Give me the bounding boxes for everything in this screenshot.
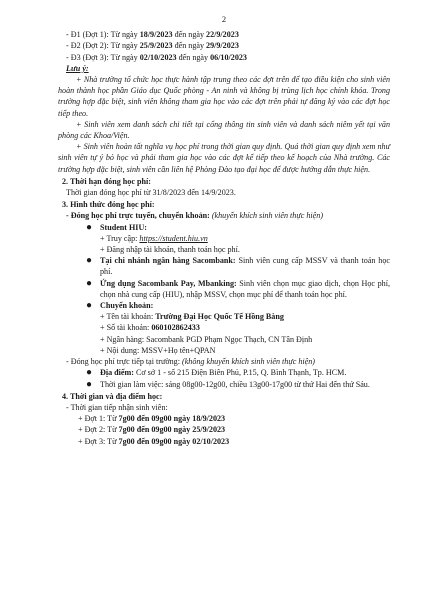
note-paragraph: + Nhà trường tổ chức học thực hành tập trung theo các đợt trên để tạo điều kiện cho sinh viên hoàn thành học phần Giáo dục Quốc phòng - An ninh và không bị trùng lịch học chính khóa. Trong trường hợp đặc biệt, sinh viên không tham gia học vào các đợt trên phải tự đăng ký vào các đợt học tiếp theo. [58,75,390,118]
hiu-access: + Truy cập: https://student.hiu.vn [100,233,208,243]
round-list [58,29,390,63]
round-item: - Đ2 (Đợt 2): Từ ngày 25/9/2023 đến ngày 29/9/2023 [66,41,239,51]
reception-round: + Đợt 3: Từ 7g00 đến 09g00 ngày 02/10/2023 [78,436,230,446]
transfer-row: + Ngân hàng: Sacombank PGD Phạm Ngọc Thạch, CN Tân Định [100,334,313,344]
reception-round: + Đợt 1: Từ 7g00 đến 09g00 ngày 18/9/2023 [78,414,226,424]
hiu-login: + Đăng nhập tài khoản, thanh toán học phí. [100,245,240,255]
bullet-icon: ● [86,277,93,289]
transfer-row: + Số tài khoản: 060102862433 [100,323,200,333]
note-heading: Lưu ý: [66,63,89,73]
reception-round: + Đợt 2: Từ 7g00 đến 09g00 ngày 25/9/2023 [78,425,226,435]
round-item: - Đ3 (Đợt 3): Từ ngày 02/10/2023 đến ngày 06/10/2023 [66,52,247,62]
section-heading: 2. Thời hạn đóng học phí: [62,176,151,186]
round-item: - Đ1 (Đợt 1): Từ ngày 18/9/2023 đến ngày 22/9/2023 [66,30,239,40]
list-item: ● Ứng dụng Sacombank Pay, Mbanking: Sinh viên chọn mục giao dịch, chọn Học phí, chọn nhà cung cấp (HIU), nhập MSSV, chọn mục phí để thanh toán học phí. [86,277,390,299]
bullet-icon: ● [86,367,93,379]
online-payment-label: - Đóng học phí trực tuyến, chuyển khoản: (khuyến khích sinh viên thực hiện) [66,211,324,221]
list-item: ● Tại chi nhánh ngân hàng Sacombank: Sinh viên cung cấp MSSV và thanh toán học phí. [86,255,390,277]
bullet-icon: ● [86,378,93,390]
bullet-icon: ● [86,300,93,312]
section-text: Thời gian đóng học phí từ 31/8/2023 đến 14/9/2023. [66,188,236,198]
transfer-row: + Tên tài khoản: Trường Đại Học Quốc Tế Hồng Bàng [100,312,284,322]
list-item: ● Chuyển khoản: [86,300,154,312]
reception-label: - Thời gian tiếp nhận sinh viên: [66,402,168,412]
page-number: 2 [221,14,227,24]
list-item: ● Thời gian làm việc: sáng 08g00-12g00, chiều 13g00-17g00 từ thứ Hai đến thứ Sáu. [86,378,370,390]
note-paragraph: + Sinh viên xem danh sách chi tiết tại cổng thông tin sinh viên và danh sách niêm yết tại văn phòng các Khoa/Viện. [58,119,390,141]
direct-payment-label: - Đóng học phí trực tiếp tại trường: (không khuyến khích sinh viên thực hiện) [66,357,315,367]
list-item: ● Địa điểm: Cơ sở 1 - số 215 Điện Biên Phủ, P.15, Q. Bình Thạnh, Tp. HCM. [86,367,347,379]
transfer-row: + Nội dung: MSSV+Họ tên+QPAN [100,345,216,355]
section-heading: 3. Hình thức đóng học phí: [62,200,155,210]
note-paragraph: + Sinh viên hoàn tất nghĩa vụ học phí trong thời gian quy định. Quá thời gian quy định xem như sinh viên tự ý bỏ học và phải tham gia học vào các đợt kế tiếp theo kế hoạch của Nhà trường. Các trường hợp đặc biệt, sinh viên cần liên hệ Phòng Đào tạo đại học để được hướng dẫn thực hiện. [58,142,390,174]
student-portal-link[interactable]: https://student.hiu.vn [139,233,208,243]
section-heading: 4. Thời gian và địa điểm học: [62,391,163,401]
bullet-icon: ● [86,221,93,233]
bullet-icon: ● [86,255,93,267]
list-item: ● Student HIU: [86,221,147,233]
